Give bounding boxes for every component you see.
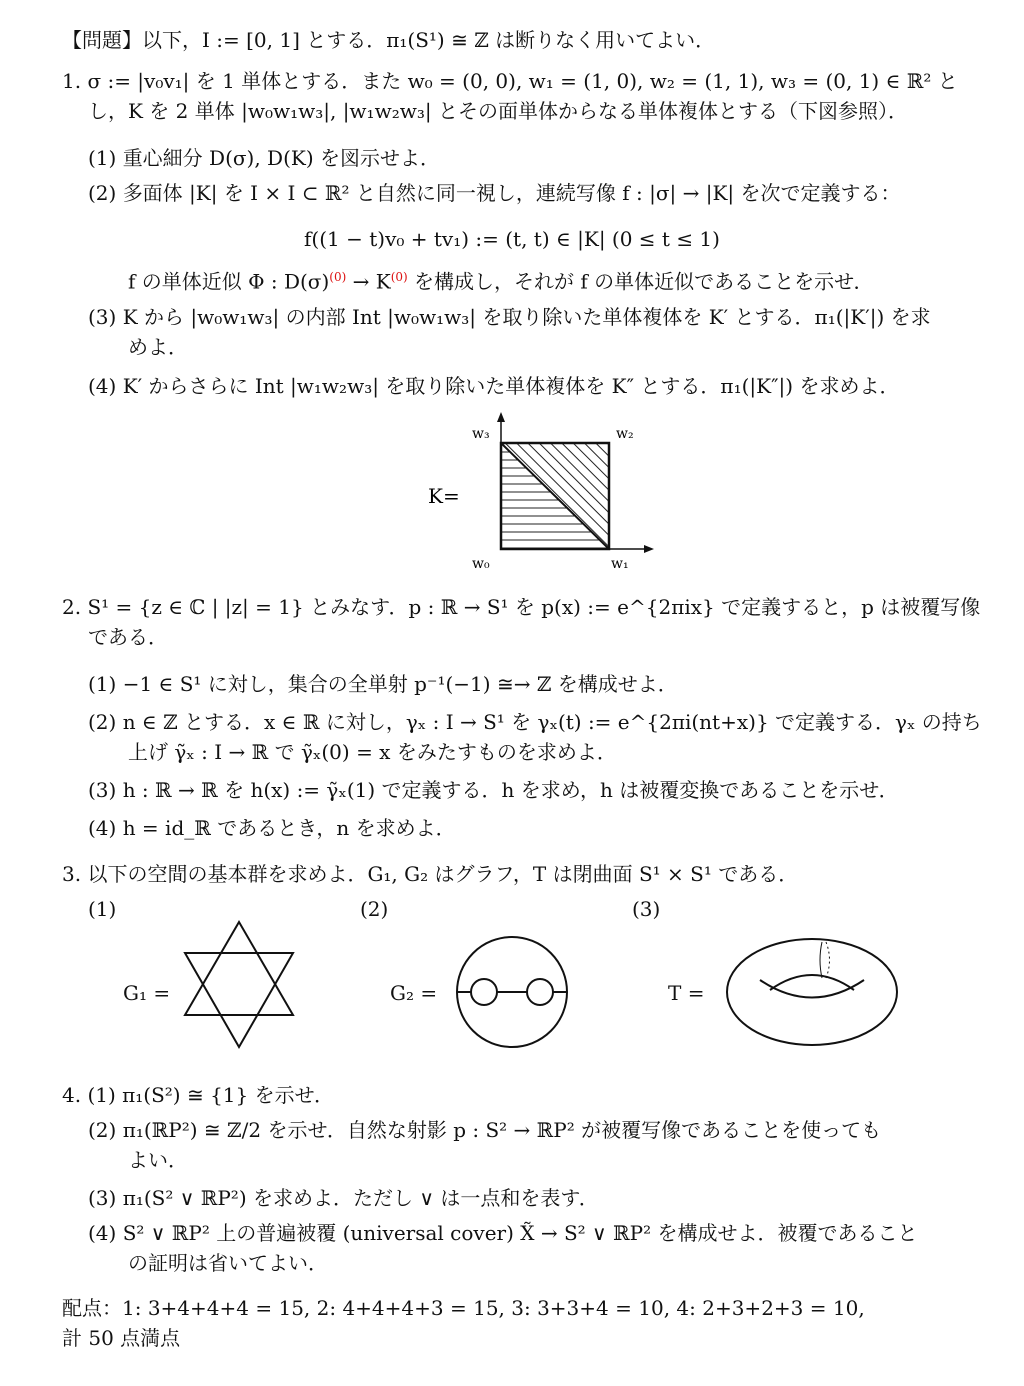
q4-part2-line1: (2) π₁(ℝP²) ≅ ℤ/2 を示せ．自然な射影 p : S² → ℝP² が被覆写像であることを使っても [88,1118,882,1142]
q1-part3-line1: (3) K から |w₀w₁w₃| の内部 Int |w₀w₁w₃| を取り除いた単体複体を K′ とする．π₁(|K′|) を求 [88,305,931,329]
q4-part1: 4. (1) π₁(S²) ≅ {1} を示せ． [62,1083,335,1107]
label-w3: w₃ [472,426,490,442]
q2-part1: (1) −1 ∈ S¹ に対し，集合の全単射 p⁻¹(−1) ≅→ ℤ を構成せよ． [88,672,678,696]
x-axis-arrow-icon [644,545,654,553]
q3-num2: (2) [360,897,389,921]
q1-part4: (4) K′ からさらに Int |w₁w₂w₃| を取り除いた単体複体を K″ とする．π₁(|K″|) を求めよ． [88,374,900,398]
score-breakdown: 配点：1: 3+4+4+4 = 15, 2: 4+4+4+3 = 15, 3: 3+3+4 = 10, 4: 2+3+2+3 = 10, [62,1296,865,1320]
q1-part2-task-mid: → K [346,269,391,294]
q1-part2-task-pre: f の単体近似 Φ : D(σ) [128,269,330,294]
g1-label: G₁ = [123,981,171,1005]
header-text: 【問題】以下，I := [0, 1] とする．π₁(S¹) ≅ ℤ は断りなく用いてよい． [62,28,716,52]
k-label: K= [428,484,460,508]
q3-num3: (3) [632,897,661,921]
q4-part3: (3) π₁(S² ∨ ℝP²) を求めよ．ただし ∨ は一点和を表す． [88,1186,599,1210]
q1-part1: (1) 重心細分 D(σ), D(K) を図示せよ． [88,146,440,170]
q2-part3: (3) h : ℝ → ℝ を h(x) := γ̃ₓ(1) で定義する．h を求め，h は被覆変換であることを示せ． [88,778,899,802]
q2-intro-line1: 2. S¹ = {z ∈ ℂ | |z| = 1} とみなす．p : ℝ → S¹ を p(x) := e^{2πix} で定義すると，p は被覆写像 [62,595,981,619]
q2-part4: (4) h = id_ℝ であるとき，n を求めよ． [88,816,456,840]
q3-intro: 3. 以下の空間の基本群を求めよ．G₁, G₂ はグラフ，T は閉曲面 S¹ × S¹ である． [62,862,799,886]
q2-part2-line2: 上げ γ̃ₓ : I → ℝ で γ̃ₓ(0) = x をみたすものを求めよ． [128,740,617,764]
g2-label: G₂ = [390,981,438,1005]
q1-intro-line1: 1. σ := |v₀v₁| を 1 単体とする．また w₀ = (0, 0), w₁ = (1, 0), w₂ = (1, 1), w₃ = (0, 1) ∈ ℝ² と [62,69,958,93]
label-w2: w₂ [616,426,634,442]
q4-part2-line2: よい． [128,1148,188,1172]
q1-formula: f((1 − t)v₀ + tv₁) := (t, t) ∈ |K| (0 ≤ t ≤ 1) [304,227,720,251]
label-w0: w₀ [472,556,490,572]
t-label: T = [668,981,705,1005]
q2-part2-line1: (2) n ∈ ℤ とする．x ∈ ℝ に対し，γₓ : I → S¹ を γₓ(t) := e^{2πi(nt+x)} で定義する．γₓ の持ち [88,710,982,734]
total-score: 計 50 点満点 [62,1326,181,1350]
label-w1: w₁ [611,556,629,572]
q3-num1: (1) [88,897,117,921]
y-axis-arrow-icon [497,412,505,422]
q4-part4-line1: (4) S² ∨ ℝP² 上の普遍被覆 (universal cover) X̃ → S² ∨ ℝP² を構成せよ．被覆であること [88,1221,918,1245]
q4-part4-line2: の証明は省いてよい． [128,1251,328,1275]
q1-intro-line2: し，K を 2 単体 |w₀w₁w₃|, |w₁w₂w₃| とその面単体からなる単体複体とする（下図参照）． [88,99,908,123]
superscript-0-a: (0) [329,270,347,284]
q1-part2: (2) 多面体 |K| を I × I ⊂ ℝ² と自然に同一視し，連続写像 f : |σ| → |K| を次で定義する： [88,181,901,205]
q1-part2-task-post: を構成し，それが f の単体近似であることを示せ． [407,269,874,294]
q2-intro-line2: である． [88,625,168,649]
q1-part3-line2: めよ． [128,335,188,359]
superscript-0-b: (0) [390,270,408,284]
